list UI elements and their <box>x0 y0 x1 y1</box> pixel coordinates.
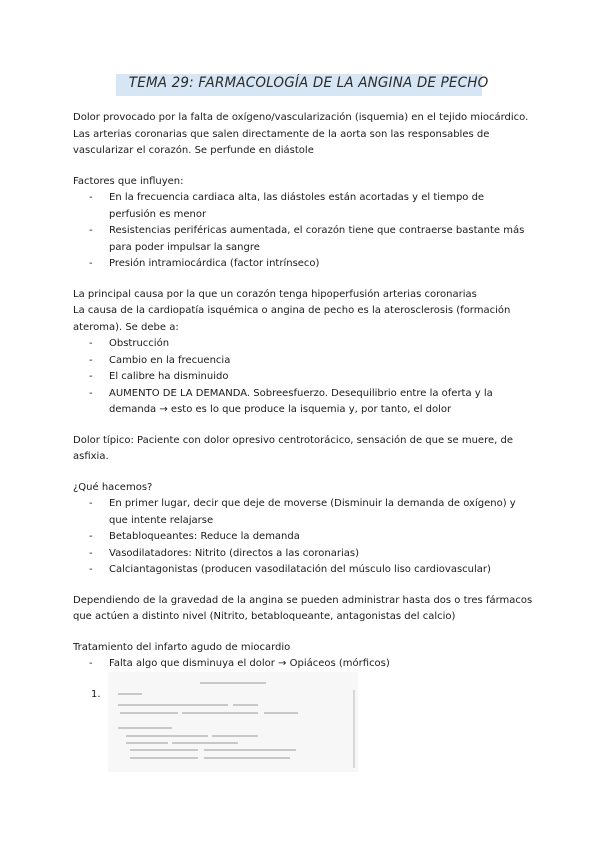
scanned-notes-illustration <box>108 672 358 772</box>
infarto-heading: Tratamiento del infarto agudo de miocardio <box>73 641 291 653</box>
list-item: - Cambio en la frecuencia <box>73 353 533 370</box>
list-item: - El calibre ha disminuido <box>73 369 533 386</box>
list-item: - AUMENTO DE LA DEMANDA. Sobreesfuerzo. Desequilibrio entre la oferta y la demanda → esto es lo que produce la isquemia y, por tanto, el dolor <box>73 386 533 419</box>
intro-line-2: Las arterias coronarias que salen directamente de la aorta son las responsables de vascularizar el corazón. Se perfunde en diástole <box>73 128 490 156</box>
list-item: - Betabloqueantes: Reduce la demanda <box>73 529 533 546</box>
list-item: - Vasodilatadores: Nitrito (directos a las coronarias) <box>73 546 533 563</box>
gravedad-paragraph: Dependiendo de la gravedad de la angina se pueden administrar hasta dos o tres fármacos que actúen a distinto nivel (Nitrito, betabloqueante, antagonistas del calcio) <box>73 594 533 622</box>
title-highlight <box>116 74 489 96</box>
document-body <box>73 110 533 703</box>
list-item: - En primer lugar, decir que deje de moverse (Disminuir la demanda de oxígeno) y que intente relajarse <box>73 496 533 529</box>
scanned-notes-image <box>108 672 358 772</box>
list-item: - Obstrucción <box>73 336 533 353</box>
list-item: - En la frecuencia cardiaca alta, las diástoles están acortadas y el tiempo de perfusión es menor <box>73 190 533 223</box>
factores-list <box>73 190 533 273</box>
page-title: TEMA 29: FARMACOLOGÍA DE LA ANGINA DE PECHO <box>128 75 489 91</box>
infarto-list <box>73 656 533 673</box>
que-hacemos-heading: ¿Qué hacemos? <box>73 481 153 493</box>
factores-heading: Factores que influyen: <box>73 175 184 187</box>
causa-list <box>73 336 533 419</box>
list-item: - Falta algo que disminuya el dolor → Opiáceos (mórficos) <box>73 656 533 673</box>
causa-line-2: La causa de la cardiopatía isquémica o angina de pecho es la aterosclerosis (formación ateroma). Se debe a: <box>73 305 511 333</box>
list-item: - Calciantagonistas (producen vasodilatación del músculo liso cardiovascular) <box>73 562 533 579</box>
causa-line-1: La principal causa por la que un corazón tenga hipoperfusión arterias coronarias <box>73 288 477 300</box>
list-item: - Resistencias periféricas aumentada, el corazón tiene que contraerse bastante más para poder impulsar la sangre <box>73 223 533 256</box>
section-number: 1. <box>91 688 101 700</box>
list-item: - Presión intramiocárdica (factor intrínseco) <box>73 256 533 273</box>
que-hacemos-list <box>73 496 533 579</box>
intro-line-1: Dolor provocado por la falta de oxígeno/vascularización (isquemia) en el tejido miocárdico. <box>73 112 529 123</box>
dolor-tipico: Dolor típico: Paciente con dolor opresivo centrotorácico, sensación de que se muere, de asfixia. <box>73 434 513 462</box>
